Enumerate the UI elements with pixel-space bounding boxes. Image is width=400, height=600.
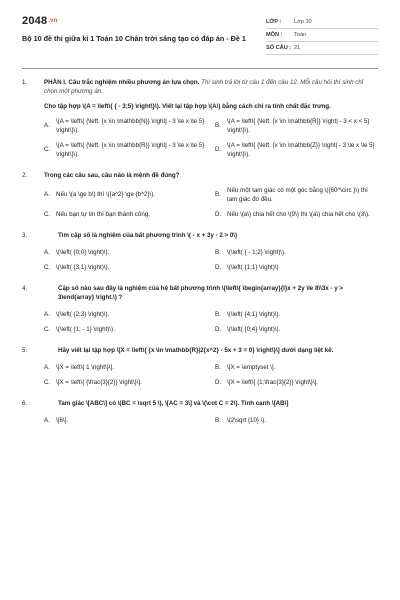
option-text: \(\left( {4;1} \right)\). xyxy=(227,310,281,318)
answer-option[interactable] xyxy=(215,417,378,426)
option-letter: A. xyxy=(44,122,50,130)
option-text: Nếu một tam giác có một góc bằng \({60^\circ }\) thì tam giác đó đều. xyxy=(227,186,368,203)
answer-option[interactable] xyxy=(44,249,207,258)
answer-option[interactable] xyxy=(215,379,378,388)
part-title: PHẦN I. Câu trắc nghiệm nhiều phương án lựa chọn. xyxy=(44,79,200,86)
meta-row xyxy=(266,29,378,42)
option-letter: D. xyxy=(215,146,222,154)
answer-options xyxy=(44,187,378,220)
option-letter: B. xyxy=(215,248,221,256)
question-stem: Tam giác \[ABC\] có \(BC = \sqrt 5 \), \[AC = 3\] và \(\cot C = 2\). Tính cạnh \[AB\] xyxy=(58,399,289,407)
question-block xyxy=(22,172,378,220)
option-text: \(A = \left\{ {\left. {x \in \mathbb{Z}} \right| - 3 \le x \le 5} \right\}\). xyxy=(227,141,375,158)
question-number xyxy=(22,103,44,160)
option-letter: A. xyxy=(44,191,50,199)
logo-suffix: .vn xyxy=(48,17,58,24)
option-letter: D. xyxy=(215,378,222,386)
answer-option[interactable] xyxy=(44,211,207,220)
answer-option[interactable] xyxy=(215,311,378,320)
option-letter: B. xyxy=(215,416,221,424)
option-letter: B. xyxy=(215,310,221,318)
option-text: \(\left( { - 1;2} \right)\). xyxy=(227,248,286,256)
option-text: \(\left( {1; - 1} \right)\). xyxy=(56,325,115,333)
question-number: 5. xyxy=(22,346,28,354)
part-description: Thí sinh trả lời từ câu 1 đến câu 12. Mỗi câu hỏi thí sinh chỉ chọn một phương án. xyxy=(44,79,364,95)
question-stem: Hãy viết lại tập hợp \[X = \left\{ {x \in \mathbb{R}|2{x^2} - 5x + 3 = 0} \right\}\] dưới dạng liệt kê. xyxy=(58,346,334,354)
question-block xyxy=(22,285,378,335)
meta-value: Toán xyxy=(294,32,307,39)
part-intro xyxy=(22,79,378,97)
option-letter: C. xyxy=(44,378,51,386)
answer-options xyxy=(44,249,378,273)
option-text: \[6\]. xyxy=(56,416,69,424)
option-letter: A. xyxy=(44,363,50,371)
answer-option[interactable] xyxy=(44,311,207,320)
logo-main: 2048 xyxy=(22,15,48,27)
option-text: \(\left( {0;4} \right)\). xyxy=(227,325,281,333)
question-block xyxy=(22,400,378,426)
question-stem: Cho tập hợp \(A = \left\{ { - 3;5} \right\}\). Viết lại tập hợp \(A\) bằng cách chỉ ra tính chất đặc trưng. xyxy=(44,102,331,110)
answer-option[interactable] xyxy=(44,364,207,373)
answer-options xyxy=(44,311,378,335)
answer-option[interactable] xyxy=(44,417,207,426)
brand-block xyxy=(22,14,252,62)
meta-value: 21 xyxy=(294,45,301,52)
option-text: Nếu \(a\) chia hết cho \(9\) thì \(a\) chia hết cho \(3\). xyxy=(227,210,370,218)
option-letter: B. xyxy=(215,191,221,199)
answer-option[interactable] xyxy=(215,364,378,373)
option-letter: D. xyxy=(215,263,222,271)
meta-value: Lớp 10 xyxy=(294,19,312,25)
answer-option[interactable] xyxy=(215,187,378,205)
option-letter: D. xyxy=(215,210,222,218)
option-text: \[X = \left\{ {\frac{3}{2}} \right\}\]. xyxy=(56,378,142,386)
option-text: \(\left( {2;3} \right)\). xyxy=(56,310,110,318)
answer-option[interactable] xyxy=(215,142,378,160)
meta-label: SỐ CÂU : xyxy=(266,45,292,52)
option-text: \(A = \left\{ {\left. {x \in \mathbb{R}} \right| - 3 < x < 5} \right\}\). xyxy=(227,117,370,134)
option-letter: A. xyxy=(44,310,50,318)
question-block xyxy=(22,232,378,273)
answer-option[interactable] xyxy=(44,118,207,136)
question-number: 4. xyxy=(22,284,28,292)
option-text: \(A = \left\{ {\left. {x \in \mathbb{R}} \right| - 3 \le x \le 5} \right\}\). xyxy=(56,141,205,158)
option-letter: A. xyxy=(44,416,50,424)
answer-options xyxy=(44,364,378,388)
option-text: \(\left( {1;1} \right)\) xyxy=(227,263,279,271)
document-header xyxy=(22,0,378,62)
meta-label: MÔN : xyxy=(266,32,283,39)
answer-option[interactable] xyxy=(44,142,207,160)
meta-label: LỚP : xyxy=(266,19,282,25)
answer-options xyxy=(44,118,378,160)
answer-option[interactable] xyxy=(44,379,207,388)
question-number: 6. xyxy=(22,399,28,407)
option-letter: C. xyxy=(44,146,51,154)
answer-option[interactable] xyxy=(215,264,378,273)
question-number: 3. xyxy=(22,231,28,239)
site-logo[interactable] xyxy=(22,14,252,30)
option-letter: D. xyxy=(215,325,222,333)
answer-options xyxy=(44,417,378,426)
question-block xyxy=(22,103,378,160)
option-text: Nếu bạn tự tin thì bạn thành công. xyxy=(56,210,150,218)
question-number: 2. xyxy=(22,171,28,179)
option-letter: B. xyxy=(215,122,221,130)
option-text: \(2\sqrt {10} \). xyxy=(227,416,267,424)
question-block xyxy=(22,347,378,388)
answer-option[interactable] xyxy=(44,264,207,273)
answer-option[interactable] xyxy=(44,326,207,335)
option-text: \[X = \left\{ {1;\frac{3}{2}} \right\}\]. xyxy=(227,378,318,386)
option-letter: C. xyxy=(44,263,51,271)
answer-option[interactable] xyxy=(44,187,207,205)
option-text: \(A = \left\{ {\left. {x \in \mathbb{N}} \right| - 3 \le x \le 5} \right\}\). xyxy=(56,117,205,134)
meta-row xyxy=(266,16,378,29)
question-stem: Cặp số nào sau đây là nghiệm của hệ bất phương trình \(\left\{ \begin{array}{l}x + 2y \le 8\\3x - y > 3\end{array} \right.\) ? xyxy=(58,284,343,301)
answer-option[interactable] xyxy=(215,249,378,258)
part-number: 1. xyxy=(22,79,28,86)
option-letter: A. xyxy=(44,248,50,256)
question-stem: Trong các câu sau, câu nào là mệnh đề đúng? xyxy=(44,171,180,179)
answer-option[interactable] xyxy=(215,326,378,335)
option-letter: B. xyxy=(215,363,221,371)
option-text: \[X = \left\{ 1 \right\}\]. xyxy=(56,363,114,371)
meta-row xyxy=(266,42,378,55)
answer-option[interactable] xyxy=(215,118,378,136)
option-letter: C. xyxy=(44,210,51,218)
option-text: \(\left( {0;0} \right)\). xyxy=(56,248,110,256)
question-stem: Tìm cặp số là nghiệm của bất phương trình \( - x + 3y - 2 > 0\) xyxy=(58,231,238,239)
question-list xyxy=(22,103,378,426)
answer-option[interactable] xyxy=(215,211,378,220)
option-text: \[X = \emptyset \]. xyxy=(227,363,276,371)
document-meta xyxy=(266,16,378,62)
header-divider xyxy=(22,68,378,69)
option-text: Nếu \(a \ge b\) thì \({a^2} \ge {b^2}\). xyxy=(56,191,156,199)
document-title: Bộ 10 đề thi giữa kì 1 Toán 10 Chân trời sáng tạo có đáp án - Đề 1 xyxy=(22,33,246,43)
option-letter: C. xyxy=(44,325,51,333)
option-text: \(\left( {3;1} \right)\). xyxy=(56,263,110,271)
